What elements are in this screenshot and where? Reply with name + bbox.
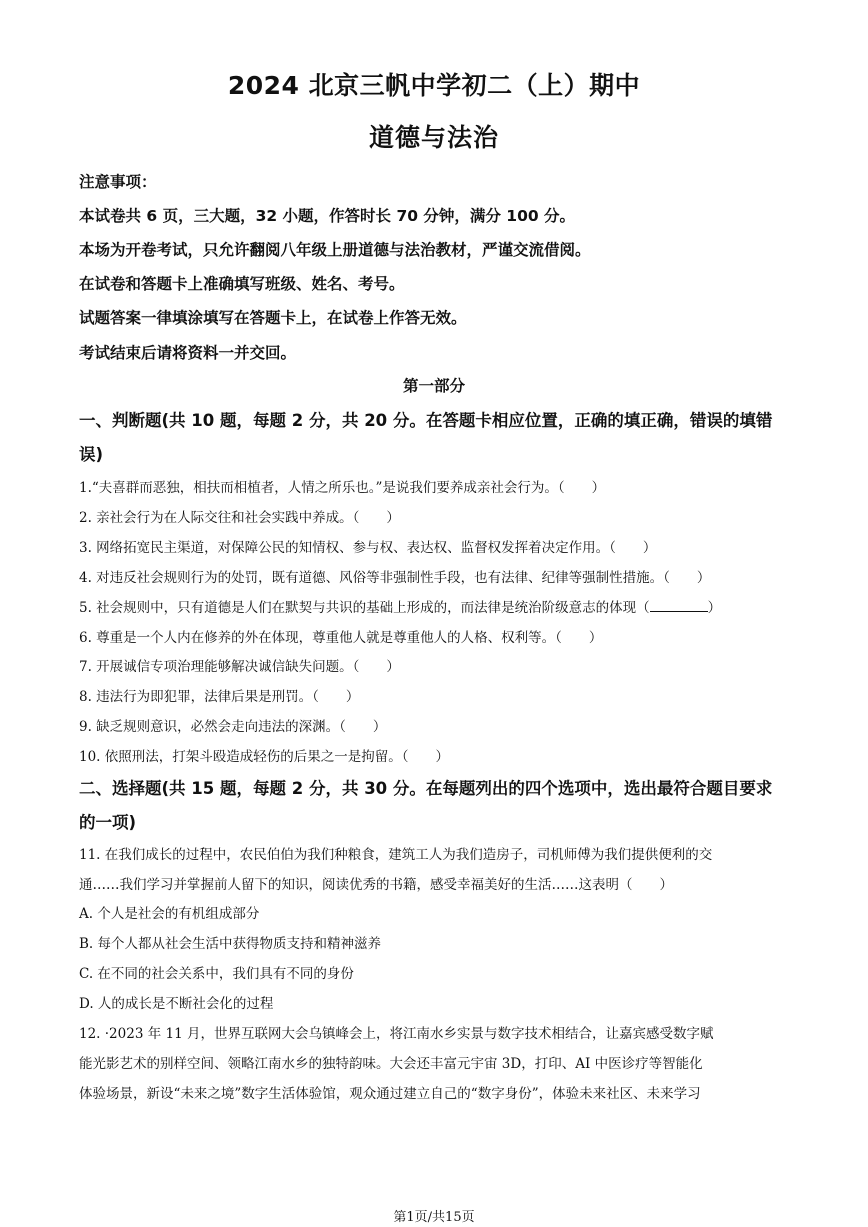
notice-item: 本试卷共 6 页，三大题，32 小题，作答时长 70 分钟，满分 100 分。 — [79, 207, 576, 225]
notice-heading: 注意事项： — [79, 173, 157, 191]
part-title: 第一部分 — [402, 377, 465, 395]
question: 4. 对违反社会规则行为的处罚，既有道德、风俗等非强制性手段，也有法律、纪律等强制性措施。（ ） — [79, 570, 711, 586]
section-heading: 二、选择题(共 15 题，每题 2 分，共 30 分。在每题列出的四个选项中，选出最符合题目要求 — [79, 779, 773, 798]
question: 9. 缺乏规则意识，必然会走向违法的深渊。（ ） — [79, 719, 387, 735]
notice-item: 考试结束后请将资料一并交回。 — [79, 344, 297, 362]
question: 8. 违法行为即犯罪，法律后果是刑罚。（ ） — [79, 689, 360, 705]
page-number: 第1页/共15页 — [393, 1210, 475, 1225]
question: 3. 网络拓宽民主渠道，对保障公民的知情权、参与权、表达权、监督权发挥着决定作用。（ ） — [79, 540, 657, 556]
notice-item: 在试卷和答题卡上准确填写班级、姓名、考号。 — [79, 275, 405, 293]
question: 10. 依照刑法，打架斗殴造成轻伤的后果之一是拘留。（ ） — [79, 749, 450, 765]
notice-item: 本场为开卷考试，只允许翻阅八年级上册道德与法治教材，严谨交流借阅。 — [79, 241, 591, 259]
option-c: C. 在不同的社会关系中，我们具有不同的身份 — [79, 966, 354, 982]
exam-subject: 道德与法治 — [368, 123, 499, 152]
question-close: ） — [707, 600, 722, 616]
question: 2. 亲社会行为在人际交往和社会实践中养成。（ ） — [79, 510, 400, 526]
question: 7. 开展诚信专项治理能够解决诚信缺失问题。（ ） — [79, 659, 400, 675]
section-heading-cont: 误) — [79, 445, 104, 464]
section-heading: 一、判断题(共 10 题，每题 2 分，共 20 分。在答题卡相应位置，正确的填正确，错误的填错 — [79, 411, 773, 430]
question-stem: 体验场景，新设“未来之境”数字生活体验馆，观众通过建立自己的“数字身份”，体验未来社区、未来学习 — [79, 1086, 701, 1102]
exam-title: 2024 北京三帆中学初二（上）期中 — [227, 71, 641, 100]
question-text: 5. 社会规则中，只有道德是人们在默契与共识的基础上形成的，而法律是统治阶级意志的体现（ — [79, 600, 650, 616]
question: 6. 尊重是一个人内在修养的外在体现，尊重他人就是尊重他人的人格、权利等。（ ） — [79, 630, 603, 646]
question-stem: 通……我们学习并掌握前人留下的知识，阅读优秀的书籍，感受幸福美好的生活……这表明（ ） — [79, 877, 673, 893]
option-a: A. 个人是社会的有机组成部分 — [79, 906, 260, 922]
notice-item: 试题答案一律填涂填写在答题卡上，在试卷上作答无效。 — [79, 309, 467, 327]
answer-blank — [650, 597, 708, 612]
option-d: D. 人的成长是不断社会化的过程 — [79, 996, 274, 1012]
question: 1.“夫喜群而恶独，相扶而相植者，人情之所乐也。”是说我们要养成亲社会行为。（ ） — [79, 480, 606, 496]
question-stem: 11. 在我们成长的过程中，农民伯伯为我们种粮食，建筑工人为我们造房子，司机师傅为我们提供便利的交 — [79, 847, 713, 863]
section-heading-cont: 的一项) — [79, 813, 137, 832]
question-stem: 12. ·2023 年 11 月，世界互联网大会乌镇峰会上，将江南水乡实景与数字技术相结合，让嘉宾感受数字赋 — [79, 1026, 714, 1042]
question — [79, 596, 799, 616]
option-b: B. 每个人都从社会生活中获得物质支持和精神滋养 — [79, 936, 382, 952]
question-stem: 能光影艺术的别样空间、领略江南水乡的独特韵味。大会还丰富元宇宙 3D，打印、AI 中医诊疗等智能化 — [79, 1056, 703, 1072]
